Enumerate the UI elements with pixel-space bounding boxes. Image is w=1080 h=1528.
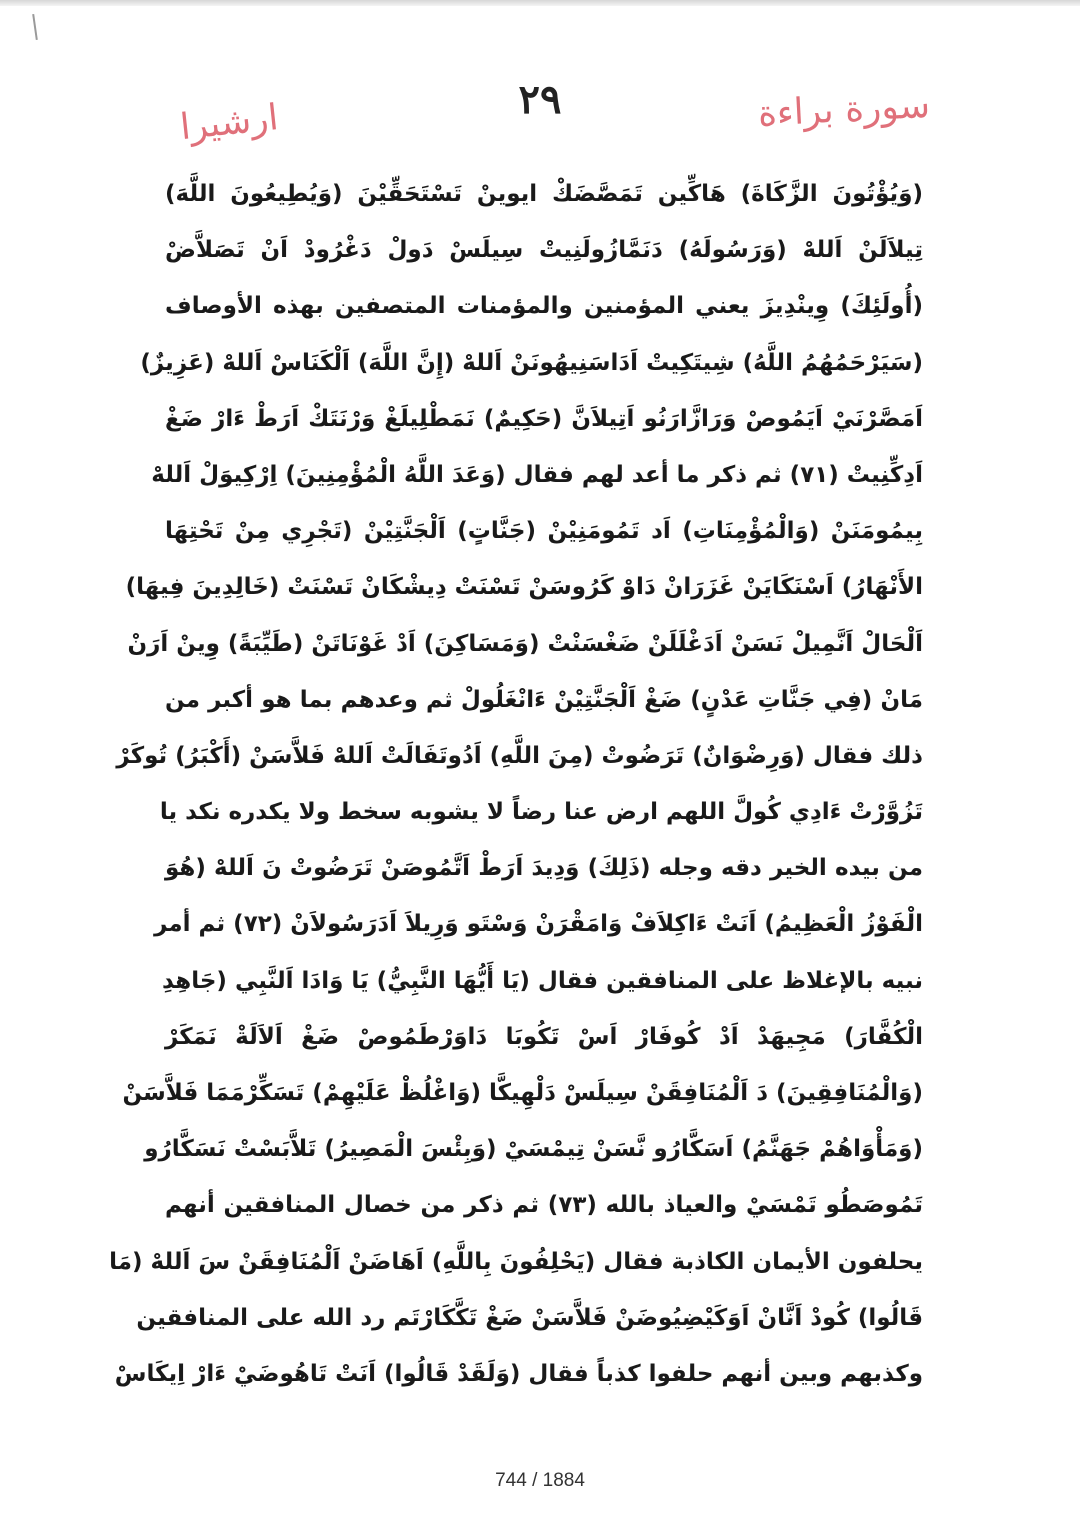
text-line: الْكُفَّارَ) مَجِيهَدْ اَدْ كُوفَارْ اَسْ تَكُوبَا دَاوَرْطَمُوصْ ضَغْ اَلاَلَةْ نَمَكَرْ	[165, 1023, 923, 1050]
margin-note-annotation: ارشيرا	[178, 97, 281, 149]
text-line: اَدِكِّنِيتْ (٧١) ثم ذكر ما أعد لهم فقال (وَعَدَ اللَّهُ الْمُؤْمِنِينَ) اِرْكِيوَلْ اَللهْ	[151, 461, 923, 488]
scan-margin-mark	[32, 14, 38, 40]
page-counter: 744 / 1884	[495, 1470, 585, 1491]
text-line: الْفَوْزُ الْعَظِيمُ) اَنَتْ ءَاكِلاَفْ وَامَقْرَنْ وَسْتَو وَرِيلاَ اَدَرَسُولاَنْ (٧٢) ثم أمر	[154, 911, 923, 938]
text-line: من بيده الخير دقه وجله (ذَلِكَ) وَدِيدَ اَرَطْ اَتَّمُوصَنْ تَرَضُوتْ نَ اَللهْ (هُوَ	[165, 855, 923, 882]
page-number: ٢٩	[518, 76, 562, 123]
text-line: تِيلاَلَنْ اَللهْ (وَرَسُولَهُ) دَنَمَّازُولَنِيتْ سِيلَسْ دَولْ دَغْرُودْ اَنْ تَصَلاَّضْ	[165, 237, 923, 264]
scan-top-edge	[0, 0, 1080, 6]
page-header	[0, 72, 1080, 162]
text-line: قَالُوا) كُودْ اَنَّانْ اَوَكَيْضِيُوضَنْ فَلاَّسَنْ ضَغْ تَكَّكَارْتَم رد الله على المنافقين	[136, 1304, 923, 1331]
text-line: (سَيَرْحَمُهُمُ اللَّهُ) شِيتَكِيتْ اَدَاسَنِيهُونَنْ اَللهْ (إِنَّ اللَّهَ) اَلْكَنَاسْ اَللهْ (عَزِيزٌ)	[140, 349, 923, 376]
text-line: نبيه بالإغلاظ على المنافقين فقال (يَا أَيُّهَا النَّبِيُّ) يَا وَادَا اَلنَّبِي (جَاهِدِ	[161, 967, 923, 994]
text-line: (أُولَئِكَ) وِينْدِيزَ يعني المؤمنين والمؤمنات المتصفين بهذه الأوصاف	[165, 293, 923, 320]
tafsir-text-block	[109, 166, 924, 1402]
text-line: الأَنْهَارُ) اَسْنَكَايَنْ غَزَرَانْ دَاوْ كَرُوسَنْ تَسْنَتْ دِيشْكَانْ تَسْنَتْ (خَالِدِينَ فِيهَا)	[125, 574, 923, 601]
text-line: يحلفون الأيمان الكاذبة فقال (يَحْلِفُونَ بِاللَّهِ) اَهَاضَنْ اَلْمُنَافِقَنْ سَ اَللهْ (مَا	[109, 1248, 923, 1275]
text-line: وكذبهم وبين أنهم حلفوا كذباً فقال (وَلَقَدْ قَالُوا) اَنَتْ تَاهُوضَيْ ءَارْ اِيكَاسْ	[114, 1360, 923, 1387]
text-line: بِيمُومَنَنْ (وَالْمُؤْمِنَاتِ) اَد تَمُومَنِيْنْ (جَنَّاتٍ) اَلْجَنَّتِيْنْ (تَجْرِي مِنْ تَحْتِهَا	[165, 518, 923, 545]
text-line: ذلك فقال (وَرِضْوَانٌ) تَرَضُوتْ (مِنَ اللَّهِ) اَدُوتَفَالَتْ اَللهْ فَلاَّسَنْ (أَكْبَرُ) تُوكَرْ	[116, 742, 923, 769]
text-line: اَمَصَّرْنَيْ اَيَمُوصْ وَرَازَّارَنُو اَتِيلاَنَّ (حَكِيمٌ) نَمَطْلِيلَغْ وَرْنَتَكْ اَرَطْ ءَارْ ضَغْ	[165, 405, 923, 432]
text-line: (وَالْمُنَافِقِينَ) دَ اَلْمُنَافِقَنْ سِيلَسْ دَلْهِيكَّا (وَاغْلُظْ عَلَيْهِمْ) تَسَكِّرْمَمَا فَلاَّسَنْ	[122, 1080, 923, 1106]
text-line: تَزُوَّرْتْ ءَادِي كُولَّ اللهم ارض عنا رضاً لا يشوبه سخط ولا يكدره نكد يا	[159, 799, 923, 826]
text-line: (وَيُؤْتُونَ الزَّكَاةَ) هَاكِّين تَمَصَّضَكْ ايوينْ تَسْتَحَقِّيْنَ (وَيُطِيعُونَ اللَّهَ)	[165, 181, 923, 207]
surah-name-annotation: سورة براءة	[756, 84, 931, 135]
text-line: اَلْحَالْ اَنَّمِيلْ نَسَنْ اَدَغْلَلَنْ ضَغْسَنْتْ (وَمَسَاكِنَ) اَدْ غَوْنَاتَنْ (طَيِّبَةً) وِينْ اَرَنْ	[127, 630, 923, 657]
text-line: مَانْ (فِي جَنَّاتِ عَدْنٍ) ضَغْ اَلْجَنَّتِيْنْ ءَانْغَلُولْ ثم وعدهم بما هو أكبر من	[165, 686, 923, 713]
text-line: (وَمَأْوَاهُمْ جَهَنَّمُ) اَسَكَّارُو نَّسَنْ تِيمْسَيْ (وَبِئْسَ الْمَصِيرُ) تَلاَّبَسْتْ نَسَكَّارُو	[144, 1136, 923, 1163]
text-line: تَمُوصَطُو تَمْسَيْ والعياذ بالله (٧٣) ثم ذكر من خصال المنافقين أنهم	[165, 1192, 924, 1219]
